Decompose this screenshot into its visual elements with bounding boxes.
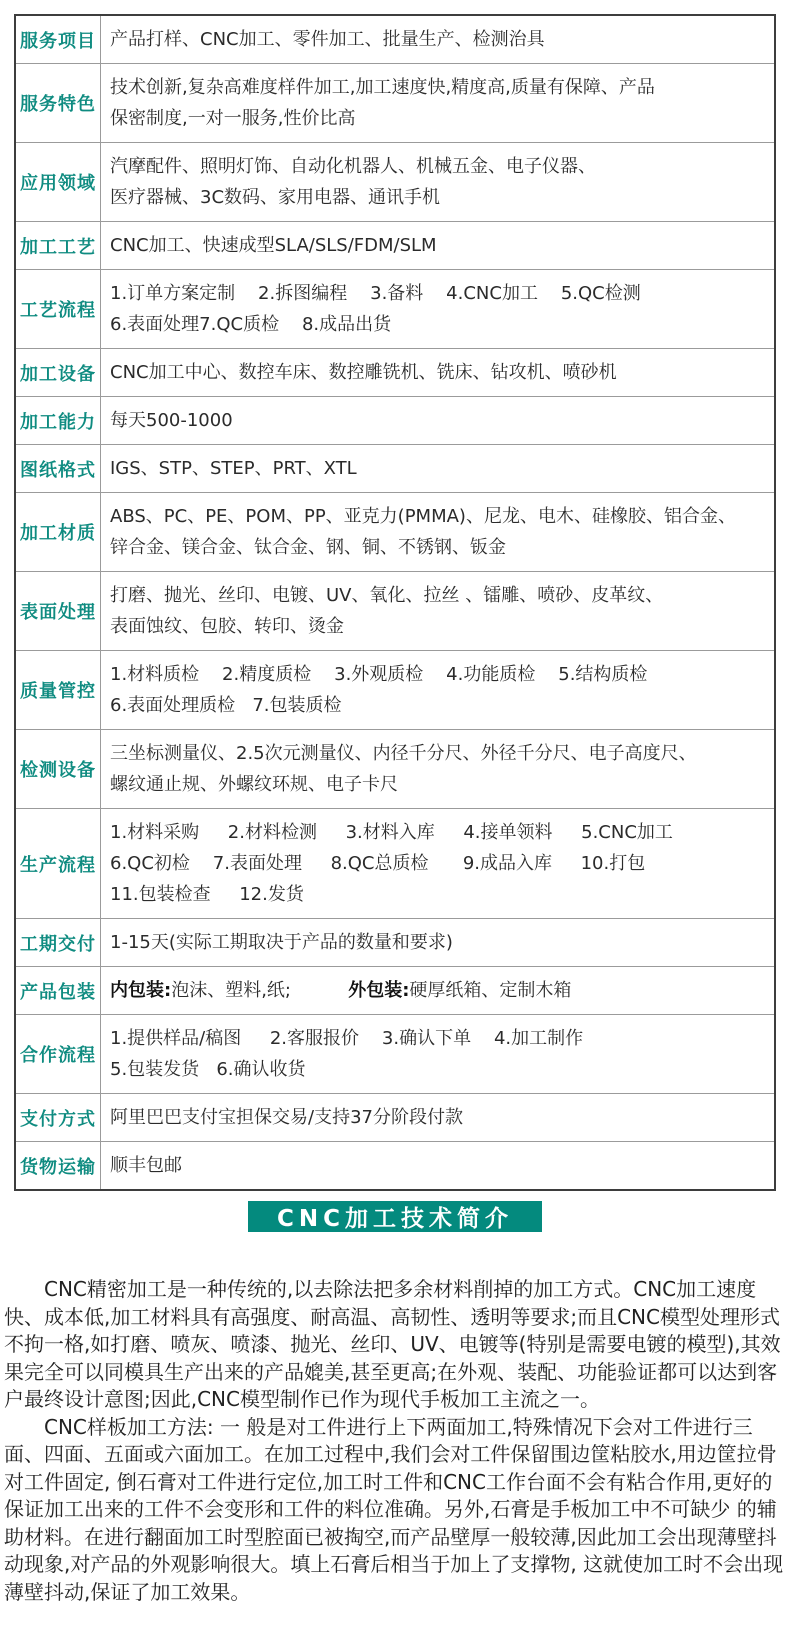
spec-value-text: 硬厚纸箱、定制木箱	[409, 980, 572, 1001]
spec-row-value	[101, 809, 776, 919]
spec-table-body	[15, 15, 775, 1190]
spec-value-text: 6.表面处理7.QC质检 8.成品出货	[110, 314, 392, 335]
spec-value-text: 顺丰包邮	[110, 1155, 182, 1176]
spec-row-value	[101, 349, 776, 397]
spec-value-text: 打磨、抛光、丝印、电镀、UV、氧化、拉丝 、镭雕、喷砂、皮革纹、	[110, 585, 664, 606]
spec-row-line	[110, 1023, 764, 1054]
spec-value-text: 5.包装发货 6.确认收货	[110, 1059, 306, 1080]
spec-value-text: 表面蚀纹、包胶、转印、烫金	[110, 616, 344, 637]
spec-row-value	[101, 64, 776, 143]
spec-value-text: 1.订单方案定制 2.拆图编程 3.备料 4.CNC加工 5.QC检测	[110, 283, 641, 304]
spec-row-label: 加工设备	[15, 349, 101, 397]
spec-row	[15, 572, 775, 651]
spec-row	[15, 651, 775, 730]
product-spec-page	[0, 14, 790, 1606]
intro-text-block	[4, 1276, 786, 1606]
spec-row	[15, 1015, 775, 1094]
spec-row-line	[110, 975, 764, 1006]
spec-value-text: 6.表面处理质检 7.包装质检	[110, 695, 342, 716]
spec-row-value	[101, 919, 776, 967]
spec-row	[15, 270, 775, 349]
spec-row-label: 支付方式	[15, 1094, 101, 1142]
spec-row-label: 服务特色	[15, 64, 101, 143]
spec-row-line	[110, 817, 764, 848]
spec-row	[15, 493, 775, 572]
spec-row-label: 质量管控	[15, 651, 101, 730]
spec-row-line	[110, 453, 764, 484]
spec-row	[15, 445, 775, 493]
spec-value-text: 阿里巴巴支付宝担保交易/支持37分阶段付款	[110, 1107, 463, 1128]
spec-row-value	[101, 572, 776, 651]
spec-value-text: 医疗器械、3C数码、家用电器、通讯手机	[110, 187, 441, 208]
spec-row-value	[101, 493, 776, 572]
spec-value-text: 1.材料采购 2.材料检测 3.材料入库 4.接单领料 5.CNC加工	[110, 822, 673, 843]
spec-row-line	[110, 24, 764, 55]
spec-row-value	[101, 1142, 776, 1191]
spec-row-value	[101, 15, 776, 64]
spec-row-line	[110, 103, 764, 134]
spec-value-emphasis: 外包装:	[348, 980, 410, 1001]
spec-row-line	[110, 72, 764, 103]
spec-row-line	[110, 230, 764, 261]
spec-value-text: 泡沫、塑料,纸;	[171, 980, 349, 1001]
intro-paragraph-1: CNC精密加工是一种传统的,以去除法把多余材料削掉的加工方式。CNC加工速度快、成本低,加工材料具有高强度、耐高温、高韧性、透明等要求;而且CNC模型处理形式不拘一格,如打磨、喷灰、喷漆、抛光、丝印、UV、电镀等(特别是需要电镀的模型),其效果完全可以同模具生产出来的产品媲美,甚至更高;在外观、装配、功能验证都可以达到客户最终设计意图;因此,CNC模型制作已作为现代手板加工主流之一。	[4, 1277, 781, 1411]
spec-value-text: 6.QC初检 7.表面处理 8.QC总质检 9.成品入库 10.打包	[110, 853, 646, 874]
spec-row	[15, 15, 775, 64]
spec-value-text: 三坐标测量仪、2.5次元测量仪、内径千分尺、外径千分尺、电子高度尺、	[110, 743, 697, 764]
spec-value-text: 技术创新,复杂高难度样件加工,加工速度快,精度高,质量有保障、产品	[110, 77, 655, 98]
spec-value-text: 产品打样、CNC加工、零件加工、批量生产、检测治具	[110, 29, 545, 50]
spec-row-label: 加工工艺	[15, 222, 101, 270]
spec-row-line	[110, 182, 764, 213]
spec-value-text: 1.材料质检 2.精度质检 3.外观质检 4.功能质检 5.结构质检	[110, 664, 648, 685]
spec-row-line	[110, 690, 764, 721]
spec-row-label: 工期交付	[15, 919, 101, 967]
spec-row-line	[110, 151, 764, 182]
spec-row-line	[110, 357, 764, 388]
spec-value-text: CNC加工、快速成型SLA/SLS/FDM/SLM	[110, 235, 437, 256]
spec-row	[15, 730, 775, 809]
spec-row	[15, 222, 775, 270]
spec-value-text: ABS、PC、PE、POM、PP、亚克力(PMMA)、尼龙、电木、硅橡胶、铝合金、	[110, 506, 736, 527]
spec-row-line	[110, 278, 764, 309]
spec-value-text: CNC加工中心、数控车床、数控雕铣机、铣床、钻攻机、喷砂机	[110, 362, 617, 383]
spec-row-label: 加工能力	[15, 397, 101, 445]
spec-row-line	[110, 927, 764, 958]
spec-row	[15, 809, 775, 919]
spec-row	[15, 349, 775, 397]
spec-row	[15, 967, 775, 1015]
spec-row-value	[101, 967, 776, 1015]
spec-value-text: 螺纹通止规、外螺纹环规、电子卡尺	[110, 774, 398, 795]
spec-row-label: 加工材质	[15, 493, 101, 572]
spec-value-text: 1-15天(实际工期取决于产品的数量和要求)	[110, 932, 453, 953]
spec-row-line	[110, 405, 764, 436]
spec-row-label: 合作流程	[15, 1015, 101, 1094]
spec-value-text: 11.包装检查 12.发货	[110, 884, 304, 905]
section-title-banner	[248, 1201, 542, 1232]
spec-value-text: 保密制度,一对一服务,性价比高	[110, 108, 356, 129]
spec-row-label: 表面处理	[15, 572, 101, 651]
spec-row-line	[110, 1102, 764, 1133]
spec-row	[15, 397, 775, 445]
spec-row-label: 检测设备	[15, 730, 101, 809]
spec-row-value	[101, 730, 776, 809]
spec-row-line	[110, 532, 764, 563]
spec-row-line	[110, 659, 764, 690]
spec-table	[14, 14, 776, 1191]
spec-row-value	[101, 651, 776, 730]
spec-row	[15, 64, 775, 143]
spec-row-line	[110, 501, 764, 532]
spec-row-value	[101, 1015, 776, 1094]
spec-value-text: 锌合金、镁合金、钛合金、钢、铜、不锈钢、钣金	[110, 537, 506, 558]
spec-row-line	[110, 1150, 764, 1181]
spec-row-value	[101, 1094, 776, 1142]
spec-value-emphasis: 内包装:	[110, 980, 172, 1001]
spec-row	[15, 919, 775, 967]
spec-row-value	[101, 445, 776, 493]
spec-row-line	[110, 879, 764, 910]
spec-row-label: 产品包装	[15, 967, 101, 1015]
spec-row-value	[101, 270, 776, 349]
spec-row-line	[110, 848, 764, 879]
intro-paragraph-2: CNC样板加工方法: 一 般是对工件进行上下两面加工,特殊情况下会对工件进行三面、四面、五面或六面加工。在加工过程中,我们会对工件保留围边筐粘胶水,用边筐拉骨对工件固定, 倒石膏对工件进行定位,加工时工件和CNC工作台面不会有粘合作用,更好的保证加工出来的工件不会变形和工件的料位准确。另外,石膏是手板加工中不可缺少 的辅助材料。在进行翻面加工时型腔面已被掏空,而产品壁厚一般较薄,因此加工会出现薄壁抖动现象,对产品的外观影响很大。填上石膏后相当于加上了支撑物, 这就使加工时不会出现薄壁抖动,保证了加工效果。	[4, 1414, 784, 1604]
spec-value-text: 每天500-1000	[110, 410, 233, 431]
spec-row-line	[110, 309, 764, 340]
spec-row-label: 生产流程	[15, 809, 101, 919]
spec-row-line	[110, 611, 764, 642]
spec-row-line	[110, 580, 764, 611]
spec-row-value	[101, 143, 776, 222]
spec-value-text: IGS、STP、STEP、PRT、XTL	[110, 458, 357, 479]
spec-row-label: 图纸格式	[15, 445, 101, 493]
spec-row	[15, 143, 775, 222]
spec-row-label: 服务项目	[15, 15, 101, 64]
spec-row-line	[110, 1054, 764, 1085]
spec-row-label: 工艺流程	[15, 270, 101, 349]
spec-row-line	[110, 769, 764, 800]
spec-row-label: 应用领域	[15, 143, 101, 222]
spec-value-text: 1.提供样品/稿图 2.客服报价 3.确认下单 4.加工制作	[110, 1028, 584, 1049]
spec-row-line	[110, 738, 764, 769]
section-title: CNC加工技术简介	[276, 1206, 513, 1232]
spec-row-value	[101, 397, 776, 445]
spec-row-label: 货物运输	[15, 1142, 101, 1191]
spec-row-value	[101, 222, 776, 270]
spec-row	[15, 1094, 775, 1142]
spec-value-text: 汽摩配件、照明灯饰、自动化机器人、机械五金、电子仪器、	[110, 156, 596, 177]
spec-row	[15, 1142, 775, 1191]
